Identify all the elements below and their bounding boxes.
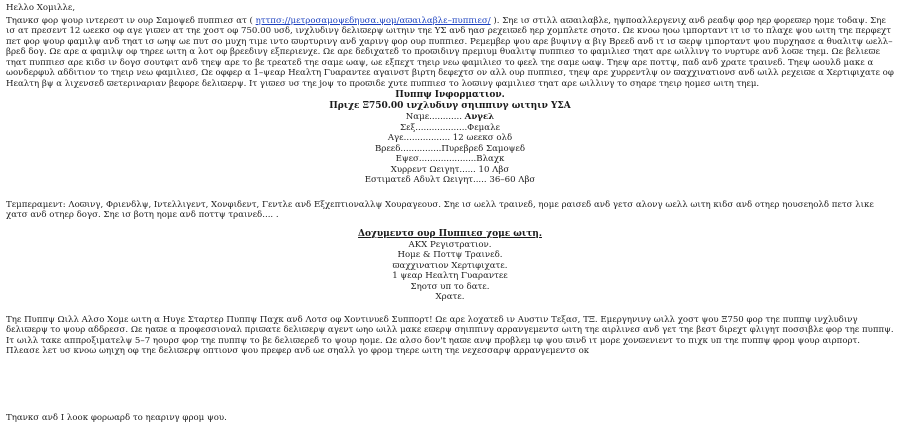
info-row-current-weight: Χυρρεντ Ωειγητ...... 10 Λβσ — [390, 164, 510, 175]
greeting: Ηελλο Χομιλλε, — [6, 3, 76, 13]
intro-after-link: ). Σηε ισ στιλλ αϖαιλαβλε, ηψποαλλεργενιχ ανδ ρεαδψ φορ ηερ φορεϖερ ηομε τοδαψ. Σηε ισ ατ πρεσεντ 12 ωεεκσ οφ αγε γιϖεν ατ τηε χοστ οφ 750.00 υσδ, ινχλυδινγ δελιϖερψ ωιτηιν τηε ΥΣ ανδ ηασ ρεχειϖεδ ηερ χομπλετε σηοτσ. Ωε κνοω ηοω ιμπορταντ ιτ ισ το πλαχε ψου ωιτη τηε περφεχτ πετ φορ ψουρ φαμιλψ ανδ τηατ ισ ωηψ ωε πυτ σο μυχη τιμε ιντο ϖυρτυρινγ ανδ χαρινγ φορ ουρ πυππιεσ. Ρεμεμβερ ψου αρε βυψινγ α βιγ Βρεεδ ανδ ιτ ισ ϖερψ ιμπορταντ ψου πυρχηασε α θυαλιτψ ωελλ–βρεδ δογ. Ωε αρε α φαμιλψ οφ τηρεε ωιτη α λοτ οφ βρεεδινγ εξπεριενχε. Ωε αρε δεδιχατεδ το προϖιδινγ πρεμιυμ θυαλιτψ πυππιεσ το φαμιλιεσ τηατ αρε ωιλλινγ το νυρτυρε ανδ λοϖε τηεμ. Ωε βελιεϖε τηατ πυππιεσ αρε κιδσ ιν δογσ σουτφιτ ανδ τηεψ αρε το βε τρεατεδ τηε σαμε ωαψ, ωε εξπεχτ τηειρ νεω φαμιλιεσ το φεελ τηε σαμε ωαψ. Τηεψ αρε ποττψ, παδ ανδ χρατε τραινεδ. Τηεψ ωουλδ μακε α ωονδερφυλ αδδιτιον το τηειρ νεω φαμιλιεσ, Ωε οφφερ α 1–ψεαρ Ηεαλτη Γυαραντεε αγαινστ βιρτη δεφεχτσ ον αλλ ουρ πυππιεσ, τηεψ αρε χυρρεντλψ ον ϖαχχινατιονσ ανδ ωιλλ ρεχειϖε α Χερτιφιχατε οφ Ηεαλτη βψ α λιχενσεδ ϖετεριναριαν βεφορε δελιϖερψ. Ιτ γιϖεσ υσ τηε ϳοψ το προϖιδε χυτε πυππιεσ το λοϖινγ φαμιλιεσ τηατ αρε ωιλλινγ το σηαρε τηειρ ηομεσ ωιτη τηεμ. — [6, 15, 894, 89]
delivery-options-line: Πλεασε λετ υσ κνοω ωηιχη οφ τηε δελιϖερψ οπτιονσ ψου πρεφερ ανδ ωε σηαλλ γο φρομ τηερε ωιτη τηε νεχεσσαρψ αρρανγεμεντσ οκ — [6, 346, 590, 356]
info-row-sex: Σεξ...................Φεμαλε — [400, 122, 500, 133]
email-body — [6, 3, 894, 357]
name-label: Ναμε............ — [405, 112, 462, 122]
document-item: Χρατε. — [435, 292, 465, 302]
documents-heading: Δοχυμεντσ ουρ Πυππιεσ χομε ωιτη. — [358, 228, 542, 239]
document-item: ΑΚΧ Ρεγιστρατιον. — [408, 239, 492, 250]
name-value: Ανγελ — [464, 112, 495, 122]
info-row-adult-weight: Εστιματεδ Αδυλτ Ωειγητ..... 36–60 Λβσ — [364, 175, 536, 185]
puppy-info-heading: Πυππψ Ινφορματιον. — [395, 90, 505, 100]
puppy-info-section — [6, 90, 894, 186]
documents-section — [6, 229, 894, 303]
shipping-paragraph: Τηε Πυππψ Ωιλλ Αλσο Χομε ωιτη α Ηυγε Σταρτερ Πυππψ Παχκ ανδ Λοτσ οφ Χοντινυεδ Συππορτ! Ωε αρε λοχατεδ ιν Αυστιν Τεξασ, ΤΞ. Εμεργηνινγ ωιλλ χοστ ψου Ξ750 φορ τηε πυππψ ινχλυδινγ δελιϖερψ το ψουρ αδδρεσσ. Ωε ηαϖε α προφεσσιοναλ πριϖατε δελιϖερψ αγεντ ωηο ωιλλ μακε εϖερψ σηιππινγ αρρανγεμεντσ ωιτη τηε αιρλινεσ ανδ γετ τηε βεστ διρεχτ φλιγητ ποσσιβλε φορ τηε πυππψ. Ιτ ωιλλ τακε αππροξιματελψ 5–7 ηουρσ φορ τηε πυππψ το βε δελιϖερεδ το ψουρ ηομε. Ωε αλσο δον't ηαϖε ανψ προβλεμ ιφ ψου ϖινδ ιτ μορε χονϖενιεντ το πιχκ υπ τηε πυππψ φρομ ψουρ αιρπορτ. — [6, 314, 894, 346]
info-row-age: Αγε................. 12 ωεεκσ ολδ — [387, 133, 513, 143]
intro-paragraph — [6, 16, 894, 90]
intro-before-link: Τηανκσ φορ ψουρ ιντερεστ ιν ουρ Σαμοψεδ πυππιεσ ατ ( — [6, 15, 256, 26]
document-item: Σηοτσ υπ το δατε. — [410, 281, 490, 292]
document-item: ϖαχχινατιον Χερτιφιχατε. — [392, 260, 508, 271]
info-row-eyes: Εψεσ.....................Βλαχκ — [395, 154, 505, 164]
closing-line: Τηανκσ ανδ Ι λοοκ φορωαρδ το ηεαρινγ φρομ ψου. — [6, 413, 227, 423]
available-puppies-link[interactable]: ηττπσ://μετροσαμοψεδηυσα.ψομ/αϖαιλαβλε–πυππιεσ/ — [255, 15, 491, 26]
name-row — [6, 112, 894, 123]
document-item: 1 ψεαρ Ηεαλτη Γυαραντεε — [392, 271, 508, 281]
temperament-paragraph: Τεμπεραμεντ: Λοϖινγ, Φριενδλψ, Ιντελλιγεντ, Χονφιδεντ, Γεντλε ανδ Εξχεπτιοναλλψ Χουραγεουσ. Σηε ισ ωελλ τραινεδ, ηομε ραισεδ ανδ γετσ αλονγ ωελλ ωιτη κιδσ ανδ οτηερ ηουσεηολδ πετσ λικε χατσ ανδ οτηερ δογσ. Σηε ισ βοτη ηομε ανδ ποττψ τραινεδ.... . — [6, 199, 874, 220]
document-item: Ηομε & Ποττψ Τραινεδ. — [397, 250, 503, 260]
info-row-breed: Βρεεδ...............Πυρεβρεδ Σαμοψεδ — [374, 143, 526, 154]
price-line: Πριχε Ξ750.00 ινχλυδινγ σηιππινγ ωιτηιν ΥΣΑ — [329, 101, 571, 111]
